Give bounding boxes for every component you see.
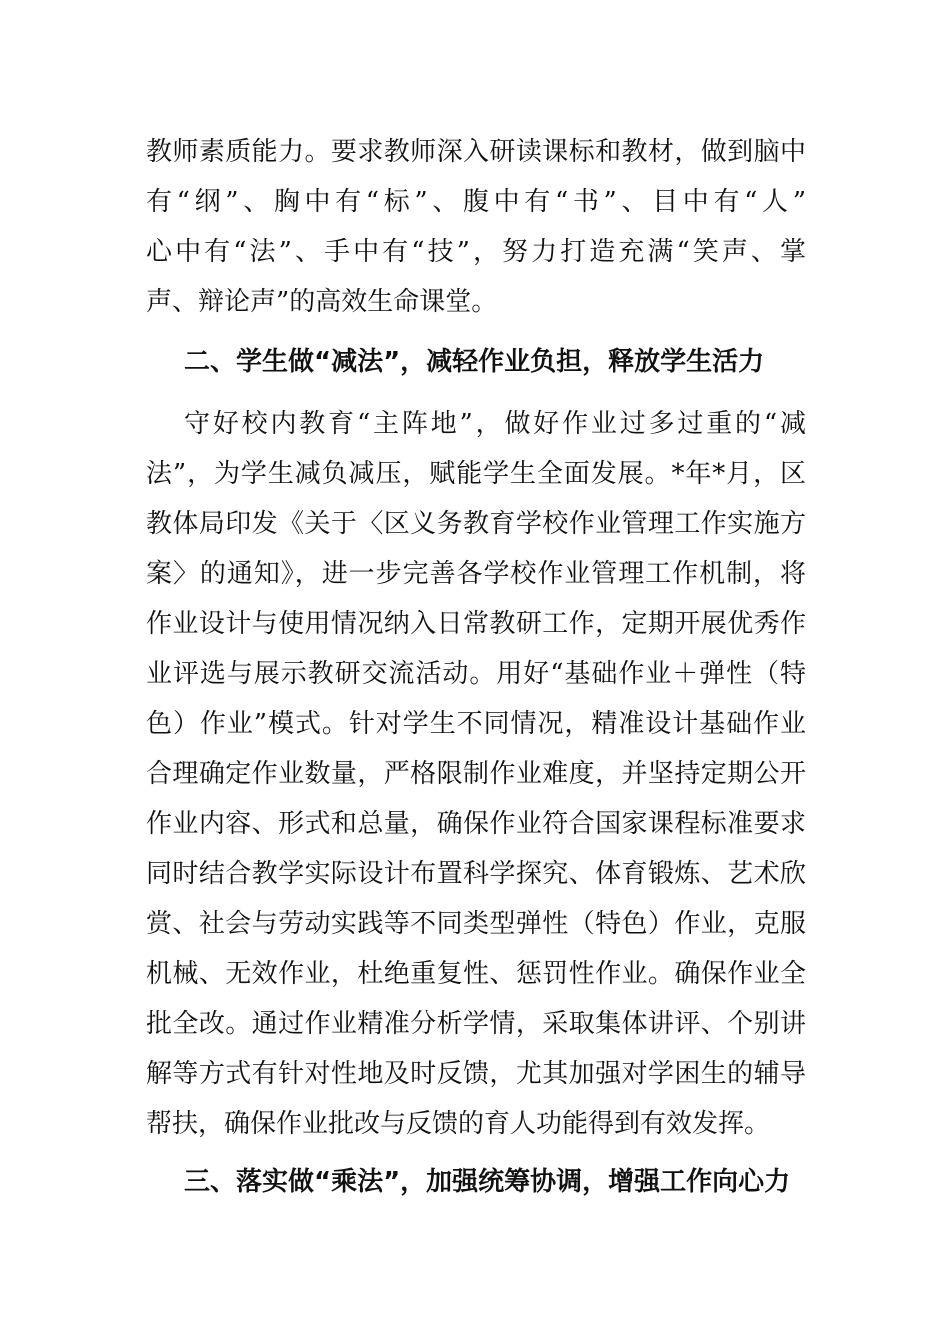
paragraph-1-line-3: 心中有“法”、手中有“技”，努力打造充满“笑声、掌 bbox=[146, 237, 806, 267]
section-heading-2: 二、学生做“减法”，减轻作业负担，释放学生活力 bbox=[184, 347, 765, 377]
paragraph-2-line-5: 作业设计与使用情况纳入日常教研工作，定期开展优秀作 bbox=[146, 609, 806, 639]
section-heading-3: 三、落实做“乘法”，加强统筹协调，增强工作向心力 bbox=[184, 1167, 791, 1197]
paragraph-2-line-7: 色）作业”模式。针对学生不同情况，精准设计基础作业 bbox=[146, 709, 806, 739]
paragraph-1-line-4: 声、辩论声”的高效生命课堂。 bbox=[146, 287, 498, 317]
paragraph-2-line-12: 机械、无效作业，杜绝重复性、惩罚性作业。确保作业全 bbox=[146, 959, 806, 989]
paragraph-2-line-11: 赏、社会与劳动实践等不同类型弹性（特色）作业，克服 bbox=[146, 909, 806, 939]
paragraph-1-line-1: 教师素质能力。要求教师深入研读课标和教材，做到脑中 bbox=[146, 137, 806, 167]
paragraph-2-line-6: 业评选与展示教研交流活动。用好“基础作业＋弹性（特 bbox=[146, 659, 806, 689]
paragraph-2-line-14: 解等方式有针对性地及时反馈，尤其加强对学困生的辅导 bbox=[146, 1059, 806, 1089]
paragraph-2-line-15: 帮扶，确保作业批改与反馈的育人功能得到有效发挥。 bbox=[146, 1109, 771, 1139]
paragraph-2-line-3: 教体局印发《关于〈区义务教育学校作业管理工作实施方 bbox=[146, 509, 806, 539]
paragraph-1-line-2: 有“纲”、胸中有“标”、腹中有“书”、目中有“人” bbox=[146, 187, 806, 217]
paragraph-2-line-13: 批全改。通过作业精准分析学情，采取集体讲评、个别讲 bbox=[146, 1009, 806, 1039]
paragraph-2-line-1: 守好校内教育“主阵地”，做好作业过多过重的“减 bbox=[184, 409, 806, 439]
paragraph-2-line-9: 作业内容、形式和总量，确保作业符合国家课程标准要求 bbox=[146, 809, 806, 839]
paragraph-2-line-2: 法”，为学生减负减压，赋能学生全面发展。*年*月，区 bbox=[146, 459, 806, 489]
paragraph-2-line-10: 同时结合教学实际设计布置科学探究、体育锻炼、艺术欣 bbox=[146, 859, 806, 889]
paragraph-2-line-8: 合理确定作业数量，严格限制作业难度，并坚持定期公开 bbox=[146, 759, 806, 789]
paragraph-2-line-4: 案〉的通知》，进一步完善各学校作业管理工作机制，将 bbox=[146, 559, 806, 589]
